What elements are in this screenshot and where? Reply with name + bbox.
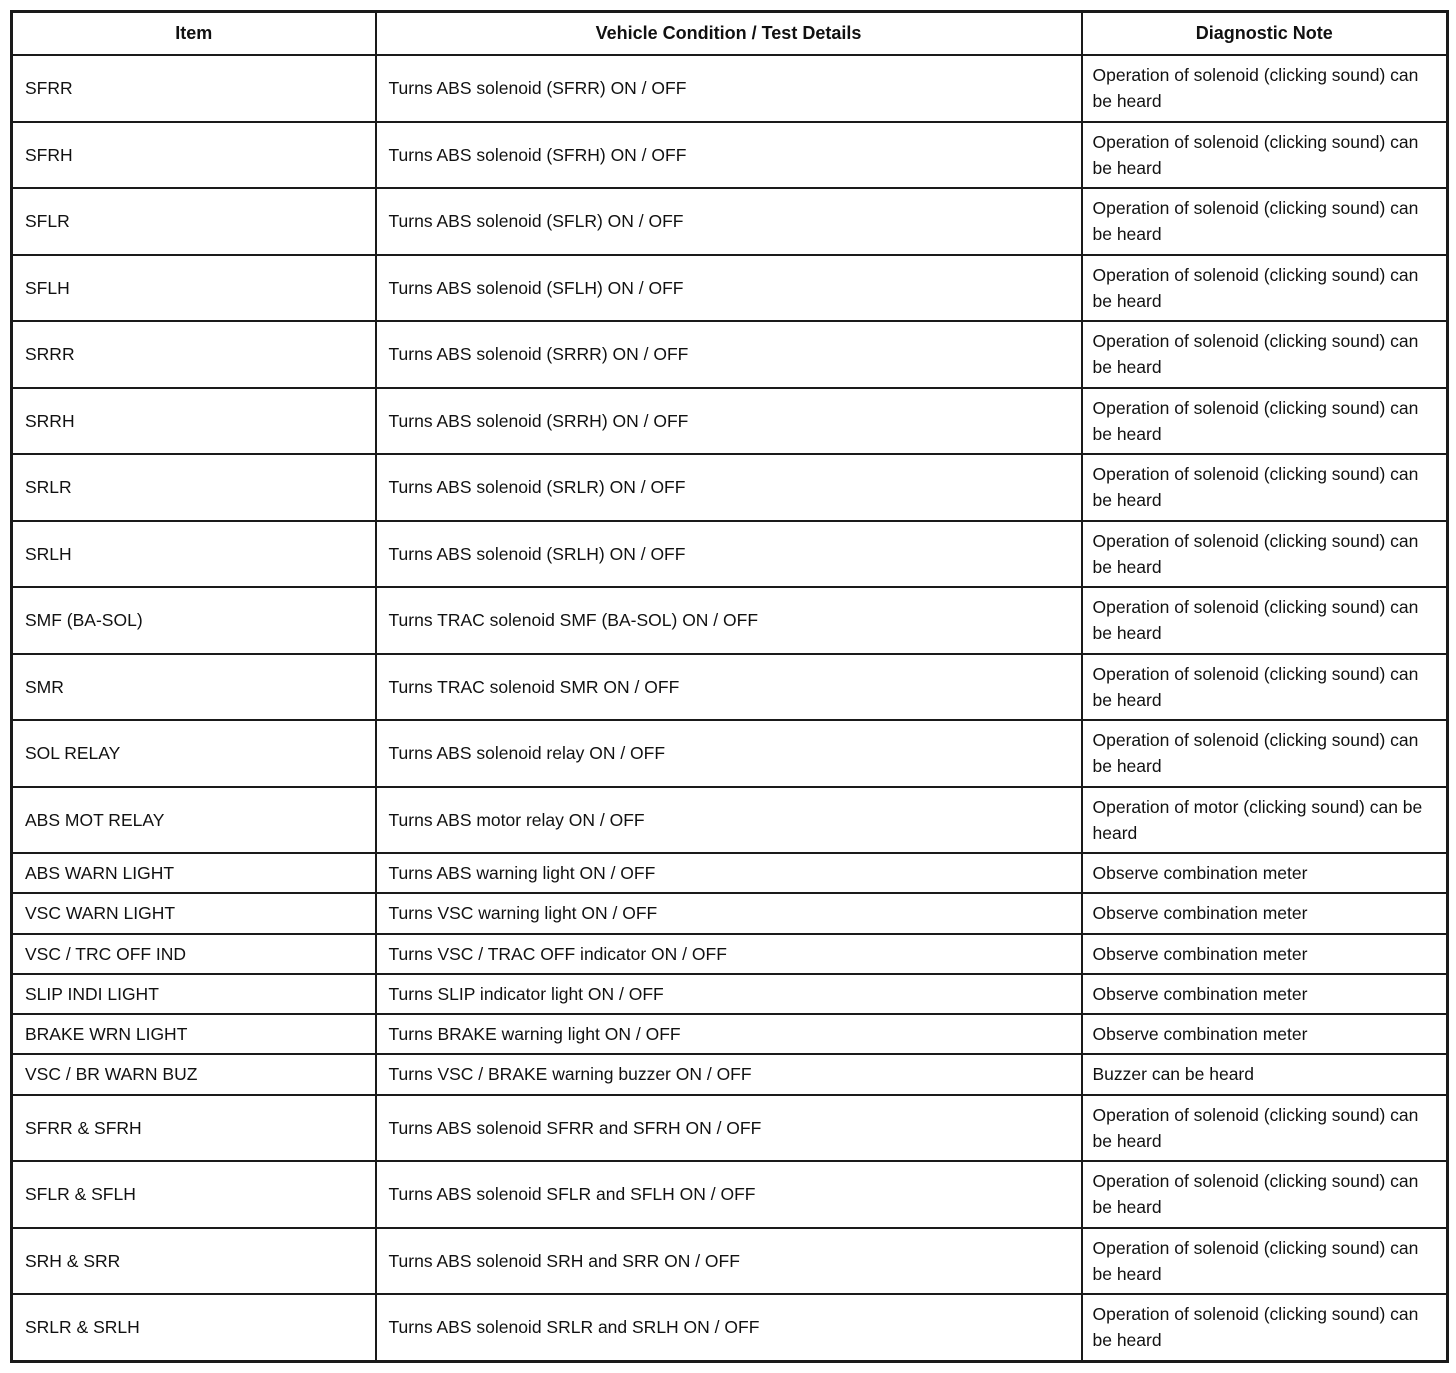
table-row: [12, 521, 1448, 588]
table-row: [12, 787, 1448, 854]
table-row: [12, 1054, 1448, 1094]
details-cell: Turns VSC / TRAC OFF indicator ON / OFF: [376, 934, 1082, 974]
note-cell: Observe combination meter: [1082, 1014, 1448, 1054]
table-row: [12, 1294, 1448, 1361]
table-row: [12, 587, 1448, 654]
table-body: [12, 55, 1448, 1361]
item-cell: ABS WARN LIGHT: [12, 853, 376, 893]
item-cell: VSC / BR WARN BUZ: [12, 1054, 376, 1094]
details-cell: Turns TRAC solenoid SMF (BA-SOL) ON / OFF: [376, 587, 1082, 654]
details-cell: Turns ABS solenoid (SRLH) ON / OFF: [376, 521, 1082, 588]
note-cell: Buzzer can be heard: [1082, 1054, 1448, 1094]
item-cell: SRLR & SRLH: [12, 1294, 376, 1361]
details-cell: Turns ABS solenoid (SRRR) ON / OFF: [376, 321, 1082, 388]
header-note: Diagnostic Note: [1082, 12, 1448, 56]
note-cell: Operation of solenoid (clicking sound) can be heard: [1082, 321, 1448, 388]
item-cell: SRH & SRR: [12, 1228, 376, 1295]
note-cell: Operation of solenoid (clicking sound) can be heard: [1082, 1294, 1448, 1361]
table-row: [12, 1161, 1448, 1228]
details-cell: Turns SLIP indicator light ON / OFF: [376, 974, 1082, 1014]
note-cell: Operation of solenoid (clicking sound) can be heard: [1082, 188, 1448, 255]
details-cell: Turns TRAC solenoid SMR ON / OFF: [376, 654, 1082, 721]
table-row: [12, 853, 1448, 893]
item-cell: VSC WARN LIGHT: [12, 893, 376, 933]
details-cell: Turns ABS solenoid SRH and SRR ON / OFF: [376, 1228, 1082, 1295]
item-cell: SOL RELAY: [12, 720, 376, 787]
table-row: [12, 1228, 1448, 1295]
details-cell: Turns ABS solenoid SFLR and SFLH ON / OFF: [376, 1161, 1082, 1228]
details-cell: Turns ABS motor relay ON / OFF: [376, 787, 1082, 854]
note-cell: Operation of motor (clicking sound) can be heard: [1082, 787, 1448, 854]
note-cell: Operation of solenoid (clicking sound) can be heard: [1082, 454, 1448, 521]
diagnostic-test-table: [10, 10, 1449, 1363]
details-cell: Turns ABS solenoid (SFRR) ON / OFF: [376, 55, 1082, 122]
header-item: Item: [12, 12, 376, 56]
item-cell: SMF (BA-SOL): [12, 587, 376, 654]
table-row: [12, 388, 1448, 455]
item-cell: SRLH: [12, 521, 376, 588]
details-cell: Turns VSC warning light ON / OFF: [376, 893, 1082, 933]
item-cell: SFRR & SFRH: [12, 1095, 376, 1162]
table-row: [12, 1014, 1448, 1054]
note-cell: Operation of solenoid (clicking sound) can be heard: [1082, 654, 1448, 721]
note-cell: Operation of solenoid (clicking sound) can be heard: [1082, 1095, 1448, 1162]
table-row: [12, 654, 1448, 721]
note-cell: Observe combination meter: [1082, 934, 1448, 974]
note-cell: Operation of solenoid (clicking sound) can be heard: [1082, 1228, 1448, 1295]
header-details: Vehicle Condition / Test Details: [376, 12, 1082, 56]
details-cell: Turns ABS solenoid (SRRH) ON / OFF: [376, 388, 1082, 455]
note-cell: Operation of solenoid (clicking sound) can be heard: [1082, 1161, 1448, 1228]
table-row: [12, 321, 1448, 388]
item-cell: SRLR: [12, 454, 376, 521]
note-cell: Operation of solenoid (clicking sound) can be heard: [1082, 720, 1448, 787]
item-cell: SFRR: [12, 55, 376, 122]
note-cell: Operation of solenoid (clicking sound) can be heard: [1082, 255, 1448, 322]
item-cell: SFRH: [12, 122, 376, 189]
item-cell: SRRR: [12, 321, 376, 388]
note-cell: Operation of solenoid (clicking sound) can be heard: [1082, 55, 1448, 122]
item-cell: BRAKE WRN LIGHT: [12, 1014, 376, 1054]
table-row: [12, 255, 1448, 322]
table-row: [12, 893, 1448, 933]
item-cell: SFLR & SFLH: [12, 1161, 376, 1228]
details-cell: Turns ABS solenoid relay ON / OFF: [376, 720, 1082, 787]
note-cell: Operation of solenoid (clicking sound) can be heard: [1082, 388, 1448, 455]
details-cell: Turns ABS solenoid SFRR and SFRH ON / OFF: [376, 1095, 1082, 1162]
details-cell: Turns ABS solenoid (SRLR) ON / OFF: [376, 454, 1082, 521]
table-row: [12, 188, 1448, 255]
note-cell: Observe combination meter: [1082, 893, 1448, 933]
note-cell: Operation of solenoid (clicking sound) can be heard: [1082, 521, 1448, 588]
note-cell: Operation of solenoid (clicking sound) can be heard: [1082, 587, 1448, 654]
item-cell: VSC / TRC OFF IND: [12, 934, 376, 974]
details-cell: Turns ABS solenoid (SFLR) ON / OFF: [376, 188, 1082, 255]
note-cell: Observe combination meter: [1082, 974, 1448, 1014]
details-cell: Turns ABS solenoid SRLR and SRLH ON / OFF: [376, 1294, 1082, 1361]
item-cell: SLIP INDI LIGHT: [12, 974, 376, 1014]
item-cell: ABS MOT RELAY: [12, 787, 376, 854]
item-cell: SMR: [12, 654, 376, 721]
item-cell: SRRH: [12, 388, 376, 455]
table-row: [12, 720, 1448, 787]
item-cell: SFLH: [12, 255, 376, 322]
table-row: [12, 974, 1448, 1014]
details-cell: Turns VSC / BRAKE warning buzzer ON / OFF: [376, 1054, 1082, 1094]
table-row: [12, 55, 1448, 122]
details-cell: Turns ABS warning light ON / OFF: [376, 853, 1082, 893]
note-cell: Operation of solenoid (clicking sound) can be heard: [1082, 122, 1448, 189]
table-row: [12, 454, 1448, 521]
table-row: [12, 934, 1448, 974]
details-cell: Turns BRAKE warning light ON / OFF: [376, 1014, 1082, 1054]
table-row: [12, 1095, 1448, 1162]
details-cell: Turns ABS solenoid (SFRH) ON / OFF: [376, 122, 1082, 189]
table-header-row: [12, 12, 1448, 56]
details-cell: Turns ABS solenoid (SFLH) ON / OFF: [376, 255, 1082, 322]
note-cell: Observe combination meter: [1082, 853, 1448, 893]
item-cell: SFLR: [12, 188, 376, 255]
table-row: [12, 122, 1448, 189]
